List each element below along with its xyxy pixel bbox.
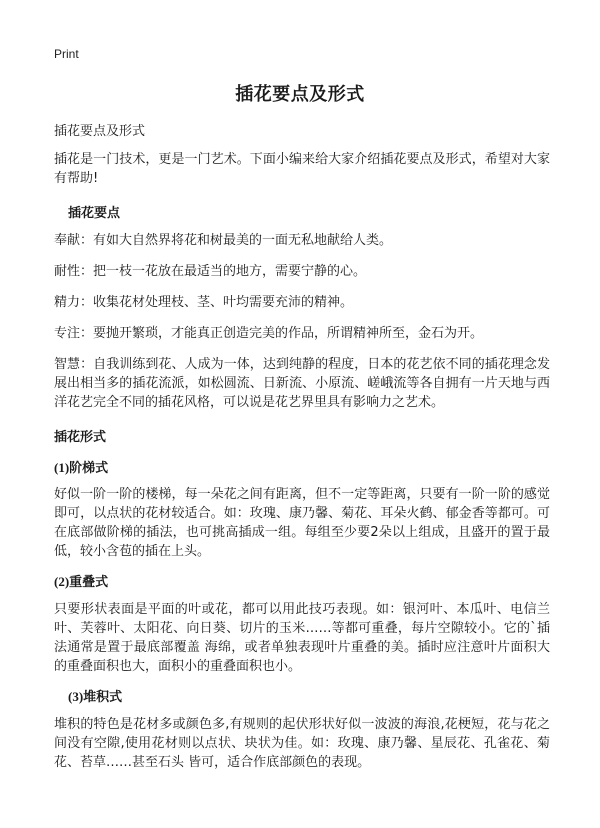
page-title: 插花要点及形式 [235, 84, 365, 105]
subtitle: 插花要点及形式 [54, 124, 146, 139]
subsection-name: 阶梯式 [69, 461, 109, 476]
subsection-paragraph: 好似一阶一阶的楼梯，每一朵花之间有距离，但不一定等距离，只要有一阶一阶的感觉即可，以点状的花材较适合。如：玫瑰、康乃馨、菊花、耳朵火鹤、郁金香等都可。可在底部做阶梯的插法，也可挑高插成一组。每组至少要2朵以上组成，且盛开的置于最低，较小含苞的插在上头。 [54, 487, 550, 559]
key-point-item: 耐性：把一枝一花放在最适当的地方，需要宁静的心。 [54, 264, 367, 279]
key-point-item: 智慧：自我训练到花、人成为一体，达到纯静的程度，日本的花艺依不同的插花理念发展出相当多的插花流派，如松圆流、日新流、小原流、嵯峨流等各自拥有一片天地与西洋花艺完全不同的插花风格，可以说是花艺界里具有影响力之艺术。 [54, 357, 550, 410]
section-heading-key-points: 插花要点 [68, 206, 121, 221]
subsection-number: (1) [54, 460, 70, 475]
key-point-item: 专注：要抛开繁琐，才能真正创造完美的作品，所谓精神所至，金石为开。 [54, 326, 484, 341]
subsection-heading-pile [68, 686, 122, 705]
key-point-item: 奉献：有如大自然界将花和树最美的一面无私地献给人类。 [54, 233, 393, 248]
subsection-number: (3) [68, 689, 84, 704]
subsection-paragraph: 只要形状表面是平面的叶或花，都可以用此技巧表现。如：银河叶、本瓜叶、电信兰叶、芙蓉叶、太阳花、向日葵、切片的玉米……等都可重叠，每片空隙较小。它的`插法通常是置于最底部覆盖 海绵，或者单独表现叶片重叠的美。插时应注意叶片面积大的重叠面积也大，面积小的重叠面积也小。 [54, 602, 550, 674]
subsection-heading-stair [54, 457, 108, 476]
subsection-number: (2) [54, 574, 70, 589]
key-point-item: 精力：收集花材处理枝、茎、叶均需要充沛的精神。 [54, 295, 354, 310]
subsection-paragraph: 堆积的特色是花材多或颜色多,有规则的起伏形状好似一波波的海浪,花梗短，花与花之间没有空隙,使用花材则以点状、块状为佳。如：玫瑰、康乃馨、星辰花、孔雀花、菊花、苔草……甚至石头 皆可，适合作底部颜色的表现。 [54, 717, 550, 770]
print-link[interactable]: Print [54, 47, 79, 61]
intro-paragraph: 插花是一门技术，更是一门艺术。下面小编来给大家介绍插花要点及形式，希望对大家有帮助! [54, 152, 550, 186]
subsection-name: 堆积式 [83, 690, 123, 705]
subsection-heading-overlap [54, 571, 108, 590]
section-heading-forms: 插花形式 [54, 430, 107, 445]
subsection-name: 重叠式 [69, 575, 109, 590]
